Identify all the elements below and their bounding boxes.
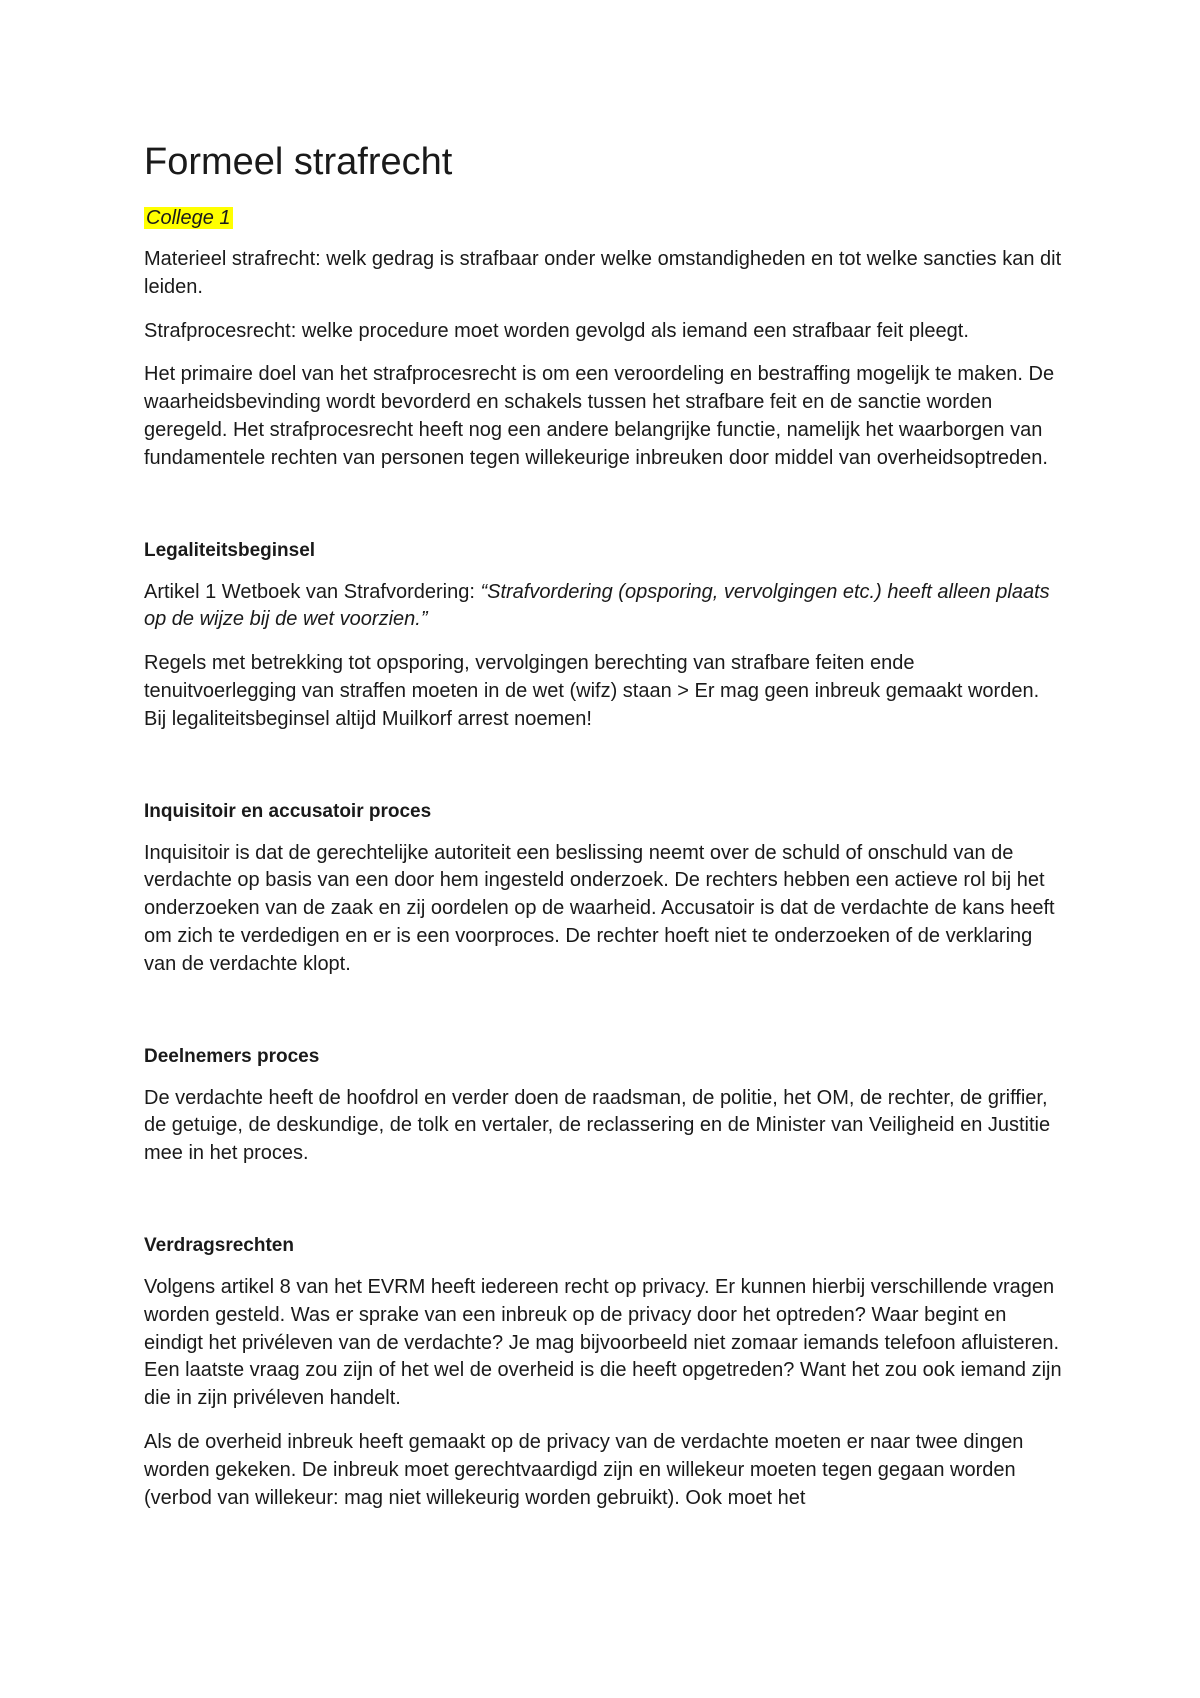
paragraph-inquisitoir: Inquisitoir is dat de gerechtelijke autoriteit een beslissing neemt over de schuld of onschuld van de verdachte op basis van een door hem ingesteld onderzoek. De rechters hebben een actieve rol bij het onderzoeken van de zaak en zij oordelen op de waarheid. Accusatoir is dat de verdachte de kans heeft om zich te verdedigen en er is een voorproces. De rechter hoeft niet te onderzoeken of de verklaring van de verdachte klopt. xyxy=(144,841,1055,975)
college-label xyxy=(144,204,1064,232)
heading-verdragsrechten: Verdragsrechten xyxy=(144,1234,294,1256)
paragraph-artikel-1 xyxy=(144,579,1064,635)
artikel-1-prefix: Artikel 1 Wetboek van Strafvordering: xyxy=(144,580,481,603)
artikel-1-quote: “Strafvordering (opsporing, vervolgingen etc.) heeft alleen plaats op de wijze bij de wet voorzien.” xyxy=(144,580,1050,631)
paragraph-evrm-artikel-8: Volgens artikel 8 van het EVRM heeft iedereen recht op privacy. Er kunnen hierbij verschillende vragen worden gesteld. Was er sprake van een inbreuk op de privacy door het optreden? Waar begint en eindigt het privéleven van de verdachte? Je mag bijvoorbeeld niet zomaar iemands telefoon afluisteren. Een laatste vraag zou zijn of het wel de overheid is die heeft opgetreden? Want het zou ook iemand zijn die in zijn privéleven handelt. xyxy=(144,1275,1062,1410)
intro-paragraph-materieel: Materieel strafrecht: welk gedrag is strafbaar onder welke omstandigheden en tot welke sancties kan dit leiden. xyxy=(144,248,1062,298)
intro-paragraph-strafprocesrecht: Strafprocesrecht: welke procedure moet worden gevolgd als iemand een strafbaar feit pleegt. xyxy=(144,319,969,342)
document-title: Formeel strafrecht xyxy=(144,141,453,183)
heading-inquisitoir-accusatoir: Inquisitoir en accusatoir proces xyxy=(144,800,432,822)
intro-paragraph-doel: Het primaire doel van het strafprocesrecht is om een veroordeling en bestraffing mogelijk te maken. De waarheidsbevinding wordt bevorderd en schakels tussen het strafbare feit en de sanctie worden geregeld. Het strafprocesrecht heeft nog een andere belangrijke functie, namelijk het waarborgen van fundamentele rechten van personen tegen willekeurige inbreuken door middel van overheidsoptreden. xyxy=(144,363,1055,469)
document-body xyxy=(144,140,1064,1528)
paragraph-inbreuk-overheid: Als de overheid inbreuk heeft gemaakt op de privacy van de verdachte moeten er naar twee dingen worden gekeken. De inbreuk moet gerechtvaardigd zijn en willekeur moeten tegen gegaan worden (verbod van willekeur: mag niet willekeurig worden gebruikt). Ook moet het xyxy=(144,1430,1024,1509)
highlighted-text: College 1 xyxy=(146,207,231,229)
heading-deelnemers-proces: Deelnemers proces xyxy=(144,1045,320,1067)
paragraph-regels: Regels met betrekking tot opsporing, vervolgingen berechting van strafbare feiten ende tenuitvoerlegging van straffen moeten in de wet (wifz) staan > Er mag geen inbreuk gemaakt worden. Bij legaliteitsbeginsel altijd Muilkorf arrest noemen! xyxy=(144,652,1040,730)
heading-legaliteitsbeginsel: Legaliteitsbeginsel xyxy=(144,539,316,561)
paragraph-deelnemers: De verdachte heeft de hoofdrol en verder doen de raadsman, de politie, het OM, de rechter, de griffier, de getuige, de deskundige, de tolk en vertaler, de reclassering en de Minister van Veiligheid en Justitie mee in het proces. xyxy=(144,1086,1051,1165)
